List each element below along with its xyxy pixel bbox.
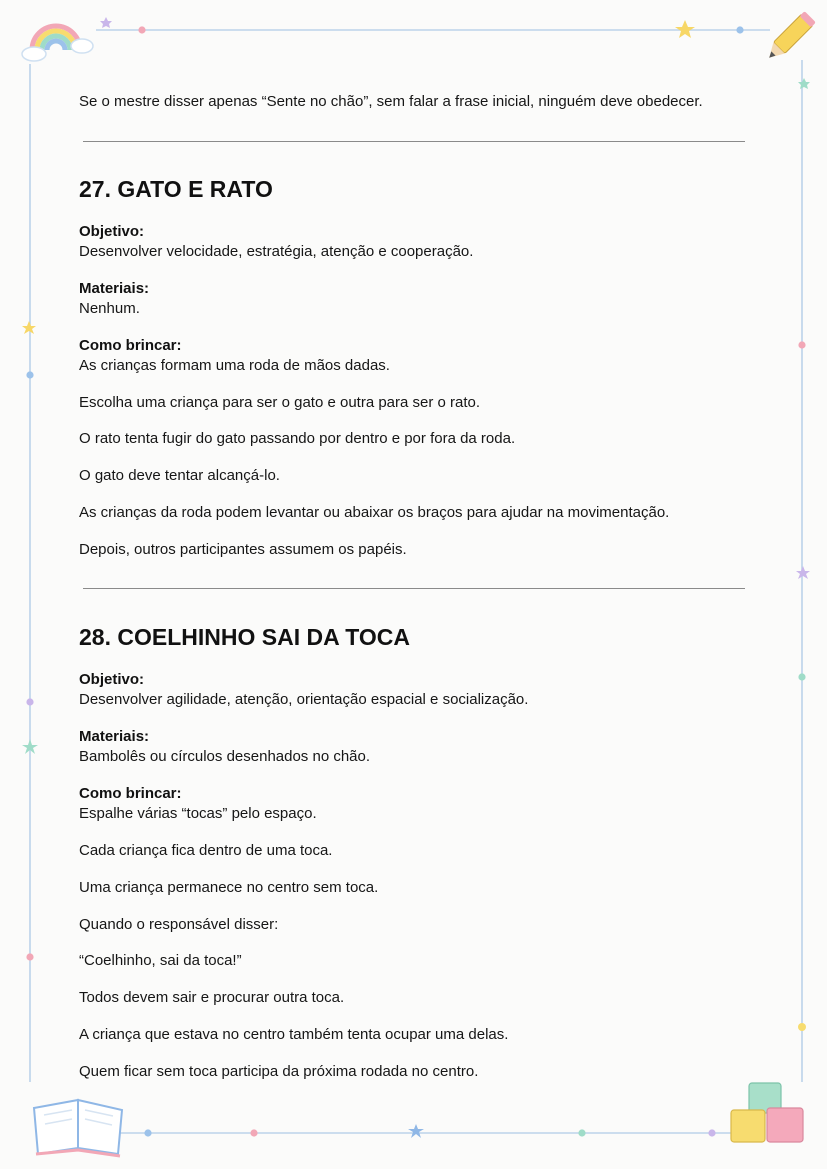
star-icon bbox=[22, 739, 38, 754]
step-text: Espalhe várias “tocas” pelo espaço. bbox=[79, 805, 317, 822]
star-icon bbox=[796, 566, 810, 579]
quoted-phrase: “Coelhinho, sai da toca!” bbox=[79, 952, 242, 969]
step-text: A criança que estava no centro também tenta ocupar uma delas. bbox=[79, 1026, 509, 1043]
rainbow-icon bbox=[22, 26, 93, 61]
star-icon bbox=[675, 20, 695, 38]
materials-label: Materiais: bbox=[79, 728, 150, 745]
howto-label: Como brincar: bbox=[79, 785, 182, 802]
step-text: Cada criança fica dentro de uma toca. bbox=[79, 842, 333, 859]
section-title: 28. COELHINHO SAI DA TOCA bbox=[79, 624, 410, 650]
step-text: O gato deve tentar alcançá-lo. bbox=[79, 467, 280, 484]
materials-label: Materiais: bbox=[79, 280, 150, 297]
howto-label: Como brincar: bbox=[79, 337, 182, 354]
star-icon bbox=[100, 17, 112, 28]
step-text: As crianças da roda podem levantar ou abaixar os braços para ajudar na movimentação. bbox=[79, 504, 670, 521]
star-icon bbox=[798, 78, 810, 89]
objective-label: Objetivo: bbox=[79, 671, 145, 688]
toy-blocks-icon bbox=[731, 1083, 803, 1142]
materials-text: Nenhum. bbox=[79, 300, 140, 317]
step-text: Depois, outros participantes assumem os papéis. bbox=[79, 541, 407, 558]
objective-text: Desenvolver agilidade, atenção, orientação espacial e socialização. bbox=[79, 691, 529, 708]
intro-paragraph: Se o mestre disser apenas “Sente no chão”, sem falar a frase inicial, ninguém deve obedecer. bbox=[79, 93, 703, 110]
step-text: Quando o responsável disser: bbox=[79, 916, 279, 933]
objective-text: Desenvolver velocidade, estratégia, atenção e cooperação. bbox=[79, 243, 474, 260]
step-text: Quem ficar sem toca participa da próxima rodada no centro. bbox=[79, 1063, 479, 1080]
objective-label: Objetivo: bbox=[79, 223, 145, 240]
section-divider bbox=[83, 588, 745, 589]
step-text: Todos devem sair e procurar outra toca. bbox=[79, 989, 345, 1006]
step-text: O rato tenta fugir do gato passando por dentro e por fora da roda. bbox=[79, 430, 516, 447]
section-title: 27. GATO E RATO bbox=[79, 176, 273, 202]
star-icon bbox=[408, 1124, 424, 1138]
star-icon bbox=[22, 321, 36, 334]
materials-text: Bambolês ou círculos desenhados no chão. bbox=[79, 748, 371, 765]
step-text: Escolha uma criança para ser o gato e outra para ser o rato. bbox=[79, 394, 481, 411]
section-divider bbox=[83, 141, 745, 142]
step-text: As crianças formam uma roda de mãos dadas. bbox=[79, 357, 390, 374]
open-book-icon bbox=[34, 1100, 122, 1156]
pencil-icon bbox=[764, 11, 816, 63]
step-text: Uma criança permanece no centro sem toca. bbox=[79, 879, 379, 896]
